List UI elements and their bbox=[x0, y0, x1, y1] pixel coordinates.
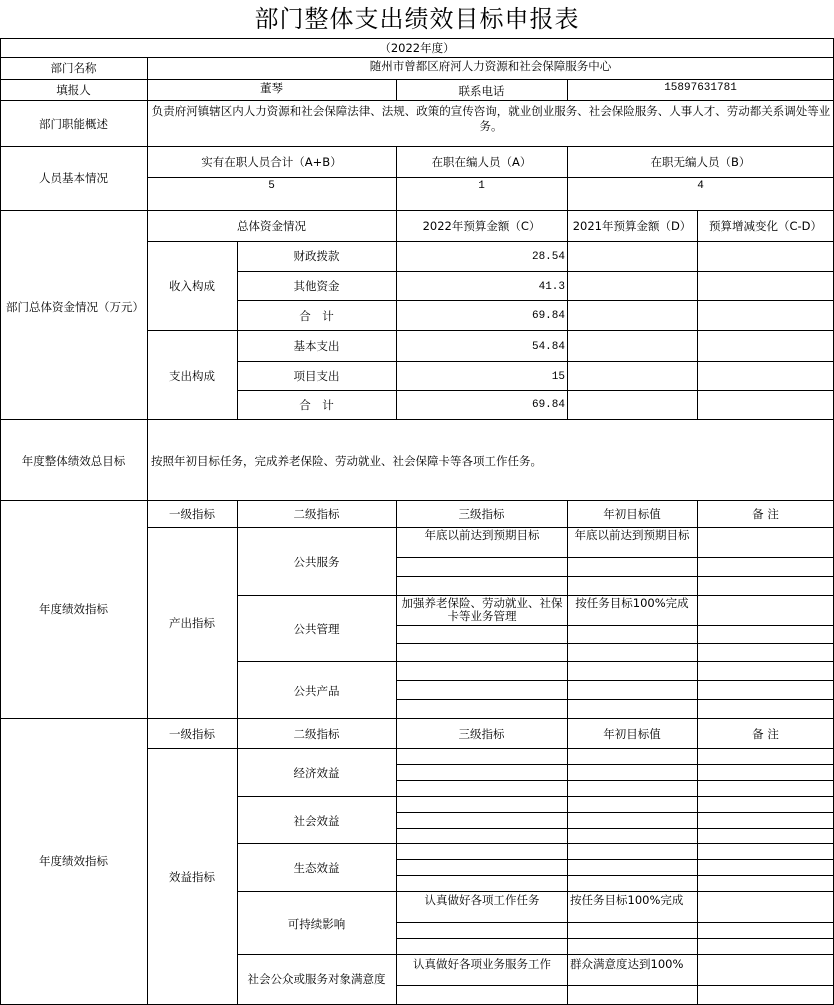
dept-name-value: 随州市曾都区府河人力资源和社会保障服务中心 bbox=[369, 59, 612, 73]
perf-group-name: 生态效益 bbox=[293, 861, 340, 875]
goal-value: 按照年初目标任务，完成养老保险、劳动就业、社会保障卡等各项工作任务。 bbox=[151, 454, 542, 468]
staff-label: 人员基本情况 bbox=[39, 171, 108, 185]
expense-total-name: 合 计 bbox=[299, 398, 334, 412]
staff-header-b: 在职无编人员（B） bbox=[650, 155, 751, 169]
staff-header-a: 在职在编人员（A） bbox=[431, 155, 532, 169]
staff-value-a: 1 bbox=[478, 180, 485, 192]
funds-header-cd: 预算增减变化（C-D） bbox=[708, 219, 823, 233]
perf-header-target: 年初目标值 bbox=[603, 507, 661, 521]
perf-level1-output: 产出指标 bbox=[169, 616, 215, 630]
perf-group-name: 可持续影响 bbox=[287, 917, 346, 931]
perf-header-l2: 二级指标 bbox=[293, 507, 340, 521]
perf-group-l3: 加强养老保险、劳动就业、社保卡等业务管理 bbox=[401, 596, 563, 623]
staff-value-b: 4 bbox=[697, 180, 704, 192]
funds-header-c: 2022年预算金额（C） bbox=[422, 219, 541, 233]
perf-group-name: 社会公众或服务对象满意度 bbox=[247, 972, 386, 986]
staff-value-total: 5 bbox=[268, 180, 275, 192]
perf-group-target: 群众满意度达到100% bbox=[570, 957, 684, 971]
income-row-name: 财政拨款 bbox=[293, 249, 340, 263]
income-total-name: 合 计 bbox=[299, 309, 334, 323]
expense-total-value: 69.84 bbox=[531, 399, 565, 411]
funds-header-d: 2021年预算金额（D） bbox=[572, 219, 692, 233]
staff-header-total: 实有在职人员合计（A+B） bbox=[201, 155, 342, 169]
funds-header-total: 总体资金情况 bbox=[237, 219, 306, 233]
expense-label: 支出构成 bbox=[169, 369, 215, 383]
perf-header-note: 备 注 bbox=[752, 727, 779, 741]
perf-header-l3: 三级指标 bbox=[458, 507, 505, 521]
perf-group-target: 按任务目标100%完成 bbox=[570, 893, 684, 907]
income-total-value: 69.84 bbox=[531, 310, 565, 322]
perf-group-name: 公共产品 bbox=[293, 684, 340, 698]
perf-header-target: 年初目标值 bbox=[603, 727, 661, 741]
perf-group-name: 社会效益 bbox=[293, 814, 340, 828]
funds-label: 部门总体资金情况（万元） bbox=[6, 300, 144, 314]
function-value: 负责府河镇辖区内人力资源和社会保障法律、法规、政策的宣传咨询，就业创业服务、社会保险服务、人事人才、劳动都关系调处等业务。 bbox=[151, 104, 831, 133]
perf-group-l3: 认真做好各项业务服务工作 bbox=[413, 957, 551, 971]
perf-header-l1: 一级指标 bbox=[169, 507, 215, 521]
expense-row-value: 15 bbox=[551, 371, 565, 383]
form-year: （2022年度） bbox=[379, 41, 455, 55]
income-row-name: 其他资金 bbox=[293, 279, 340, 293]
perf-group-l3: 认真做好各项工作任务 bbox=[424, 893, 540, 907]
perf-group-target: 年底以前达到预期目标 bbox=[574, 528, 690, 542]
phone-label: 联系电话 bbox=[458, 84, 505, 98]
perf-group-name: 公共服务 bbox=[293, 555, 340, 569]
reporter-label: 填报人 bbox=[56, 83, 91, 97]
perf-header-l2: 二级指标 bbox=[293, 727, 340, 741]
income-row-value: 41.3 bbox=[538, 281, 565, 293]
function-label: 部门职能概述 bbox=[39, 117, 108, 131]
expense-row-name: 项目支出 bbox=[293, 369, 340, 383]
perf-level1-benefit: 效益指标 bbox=[169, 870, 215, 884]
perf-group-target: 按任务目标100%完成 bbox=[575, 596, 689, 610]
perf-header-l1: 一级指标 bbox=[169, 727, 215, 741]
dept-name-label: 部门名称 bbox=[50, 61, 97, 75]
perf-group-name: 经济效益 bbox=[293, 766, 340, 780]
income-row-value: 28.54 bbox=[531, 251, 565, 263]
perf-group-name: 公共管理 bbox=[293, 622, 340, 636]
perf-header-l3: 三级指标 bbox=[458, 727, 505, 741]
perf-output-label: 年度绩效指标 bbox=[39, 602, 108, 616]
perf-group-l3: 年底以前达到预期目标 bbox=[424, 528, 540, 542]
income-label: 收入构成 bbox=[169, 279, 215, 293]
expense-row-value: 54.84 bbox=[531, 341, 565, 353]
expense-row-name: 基本支出 bbox=[293, 339, 340, 353]
goal-label: 年度整体绩效总目标 bbox=[21, 454, 126, 468]
perf-benefit-label: 年度绩效指标 bbox=[39, 854, 108, 868]
form-title: 部门整体支出绩效目标申报表 bbox=[254, 5, 580, 33]
reporter-value: 董琴 bbox=[260, 81, 283, 95]
phone-value: 15897631781 bbox=[664, 82, 737, 94]
perf-header-note: 备 注 bbox=[752, 507, 779, 521]
